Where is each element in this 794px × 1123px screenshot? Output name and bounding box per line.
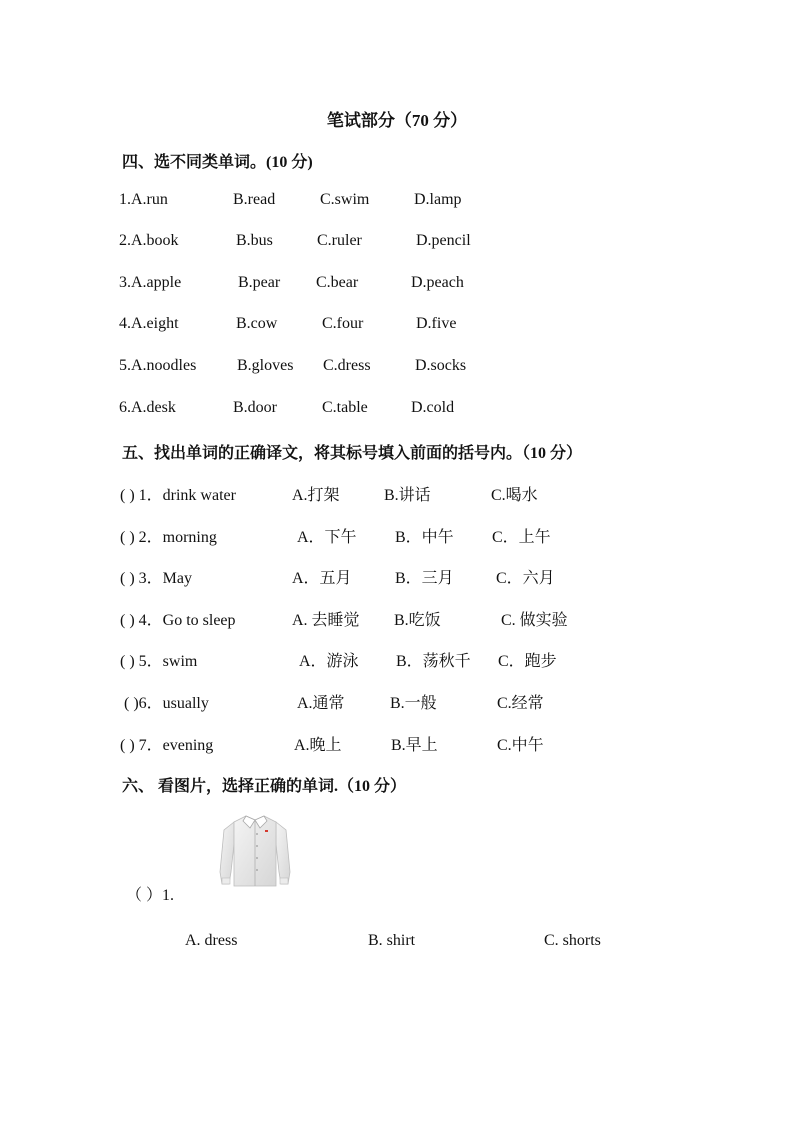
section-5-heading: 五、找出单词的正确译文，将其标号填入前面的括号内。（10 分） [122,445,583,462]
option-a: 2.A.book [119,232,179,249]
option-d: D.lamp [414,191,462,208]
question-prompt: ( ) 3．May [120,570,192,587]
option-b: B.bus [236,232,273,249]
option-a: 5.A.noodles [119,357,197,374]
option-a: A.通常 [297,695,345,712]
option-b: B.cow [236,315,278,332]
option-c: C．六月 [496,570,555,587]
question-prompt: ( ) 7．evening [120,737,214,754]
question-prompt: ( ) 1．drink water [120,487,236,504]
option-d: D.socks [415,357,467,374]
option-b: B．三月 [395,570,454,587]
option-c: C. 做实验 [501,612,568,629]
option-c: C.喝水 [491,487,538,504]
option-a: A. 去睡觉 [292,612,360,629]
question-prompt: ( )6．usually [124,695,209,712]
option-a: 1.A.run [119,191,168,208]
option-c: C.dress [323,357,371,374]
shirt-icon [216,812,294,888]
option-a: 4.A.eight [119,315,179,332]
option-b: B.gloves [237,357,294,374]
question-1-label: （ ）1. [126,887,175,904]
option-b: B.pear [238,274,281,291]
option-c: C.经常 [497,695,544,712]
option-b: B. shirt [368,932,416,949]
option-a: A．下午 [297,529,357,546]
section-6-heading: 六、 看图片，选择正确的单词.（10 分） [122,778,407,795]
option-b: B.早上 [391,737,438,754]
option-c: C.four [322,315,364,332]
option-b: B.door [233,399,277,416]
option-b: B.一般 [390,695,437,712]
page-title: 笔试部分（70 分） [326,111,468,130]
option-c: C.bear [316,274,359,291]
option-b: B．中午 [395,529,454,546]
option-a: A.打架 [292,487,340,504]
option-c: C．上午 [492,529,551,546]
question-prompt: ( ) 2．morning [120,529,217,546]
option-b: B.read [233,191,276,208]
section-4-heading: 四、选不同类单词。(10 分) [122,154,313,171]
question-prompt: ( ) 5．swim [120,653,198,670]
option-c: C.ruler [317,232,362,249]
option-a: A.晚上 [294,737,342,754]
option-b: B.吃饭 [394,612,441,629]
option-d: D.cold [411,399,455,416]
option-b: B.讲话 [384,487,431,504]
option-a: 3.A.apple [119,274,182,291]
option-c: C.table [322,399,368,416]
option-d: D.five [416,315,457,332]
option-a: A．游泳 [299,653,359,670]
option-a: 6.A.desk [119,399,176,416]
option-c: C.swim [320,191,370,208]
option-c: C．跑步 [498,653,557,670]
option-c: C.中午 [497,737,544,754]
option-a: A. dress [185,932,238,949]
option-d: D.pencil [416,232,471,249]
option-b: B．荡秋千 [396,653,471,670]
option-a: A．五月 [292,570,352,587]
question-prompt: ( ) 4．Go to sleep [120,612,236,629]
option-c: C. shorts [544,932,601,949]
option-d: D.peach [411,274,464,291]
